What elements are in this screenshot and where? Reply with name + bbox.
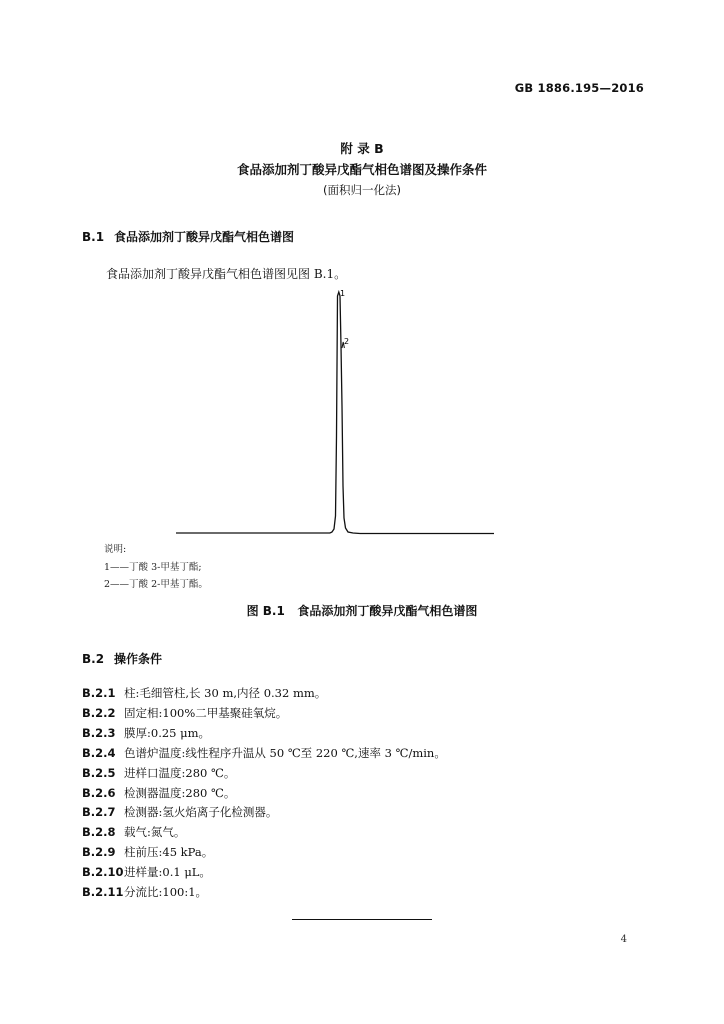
condition-item: [82, 844, 213, 860]
section-b1-heading: [82, 228, 294, 245]
condition-item: [82, 765, 235, 781]
condition-item: [82, 884, 207, 900]
condition-number: B.2.1: [82, 686, 116, 700]
page-number: 4: [620, 934, 627, 945]
section-title: 操作条件: [114, 652, 163, 666]
condition-number: B.2.4: [82, 745, 116, 760]
figure-number: 图 B.1: [246, 604, 285, 618]
condition-text: 色谱炉温度:线性程序升温从 50 ℃至 220 ℃,速率 3 ℃/min。: [124, 745, 446, 760]
section-number: B.1: [82, 230, 105, 244]
condition-number: B.2.9: [82, 845, 116, 860]
condition-text: 载气:氮气。: [124, 825, 186, 840]
peak-label-1: 1: [340, 289, 346, 298]
condition-text: 柱:毛细管柱,长 30 m,内径 0.32 mm。: [124, 686, 327, 700]
peak-label-2: 2: [344, 337, 350, 346]
annex-title: 食品添加剂丁酸异戊酯气相色谱图及操作条件: [236, 162, 487, 177]
condition-number: B.2.11: [82, 885, 124, 899]
condition-text: 检测器温度:280 ℃。: [124, 785, 236, 800]
section-b1-intro: 食品添加剂丁酸异戊酯气相色谱图见图 B.1。: [106, 267, 347, 281]
legend-title: 说明:: [104, 544, 127, 555]
condition-item: [82, 705, 287, 721]
condition-text: 检测器:氢火焰离子化检测器。: [124, 805, 278, 820]
condition-text: 膜厚:0.25 μm。: [124, 725, 211, 740]
condition-item: [82, 824, 185, 840]
condition-number: B.2.10: [82, 865, 124, 880]
condition-text: 进样量:0.1 μL。: [124, 865, 211, 880]
figure-title: 食品添加剂丁酸异戊酯气相色谱图: [297, 604, 478, 618]
condition-text: 固定相:100%二甲基聚硅氧烷。: [124, 705, 288, 720]
condition-number: B.2.2: [82, 705, 116, 720]
condition-item: [82, 725, 210, 741]
condition-text: 分流比:100:1。: [124, 885, 208, 899]
legend-item-2: 2——丁酸 2-甲基丁酯。: [104, 579, 208, 590]
condition-number: B.2.8: [82, 825, 116, 840]
section-b2-heading: [82, 650, 162, 667]
chromatogram-peak-1: [330, 292, 360, 534]
condition-item: [82, 864, 211, 880]
chromatogram: [170, 286, 500, 538]
legend-item-1: 1——丁酸 3-甲基丁酯;: [104, 562, 202, 573]
condition-number: B.2.6: [82, 785, 116, 800]
condition-text: 进样口温度:280 ℃。: [124, 765, 236, 780]
condition-number: B.2.5: [82, 765, 116, 780]
figure-caption: [0, 602, 724, 619]
annex-label: 附 录 B: [340, 141, 384, 156]
condition-item: [82, 745, 446, 761]
section-title: 食品添加剂丁酸异戊酯气相色谱图: [114, 230, 295, 244]
condition-item: [82, 804, 277, 820]
footer-rule: [292, 919, 432, 920]
condition-number: B.2.3: [82, 725, 116, 740]
condition-item: [82, 785, 235, 801]
annex-subtitle: (面积归一化法): [323, 183, 401, 197]
condition-item: [82, 685, 326, 701]
standard-code: GB 1886.195—2016: [514, 81, 644, 95]
section-number: B.2: [82, 652, 105, 666]
condition-text: 柱前压:45 kPa。: [124, 845, 214, 860]
condition-number: B.2.7: [82, 805, 116, 820]
